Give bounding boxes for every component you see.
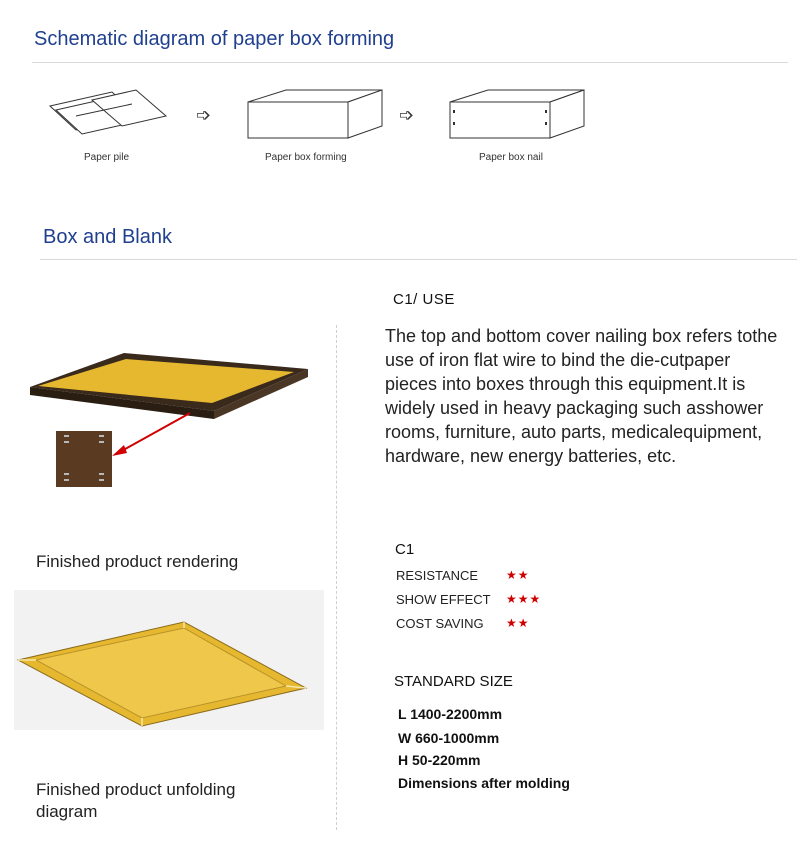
size-width: W 660-1000mm xyxy=(398,730,500,746)
standard-size-title: STANDARD SIZE xyxy=(394,673,513,690)
column-separator xyxy=(336,325,337,830)
use-description: The top and bottom cover nailing box refers tothe use of iron flat wire to bind the die-cutpaper pieces into boxes through this equipment.It is widely used in heavy packaging such asshower rooms, furniture, auto parts, medicalequipment, hardware, new energy batteries, etc. xyxy=(385,326,778,466)
section-title-forming: Schematic diagram of paper box forming xyxy=(34,28,395,50)
spec-label-resistance: RESISTANCE xyxy=(396,568,479,583)
rating-stars-resistance: ★★ xyxy=(506,568,530,582)
paper-box-forming-illustration xyxy=(244,88,384,140)
flow-arrow-icon: ➩ xyxy=(399,105,415,125)
finished-box-rendering-illustration xyxy=(28,345,318,495)
step-label-paper-box-nail: Paper box nail xyxy=(479,152,543,163)
use-heading: C1/ USE xyxy=(393,291,455,308)
unfolding-diagram-illustration xyxy=(14,600,314,730)
spec-label-cost-saving: COST SAVING xyxy=(396,616,484,631)
section-title-box-blank: Box and Blank xyxy=(43,226,172,248)
size-length: L 1400-2200mm xyxy=(398,706,503,722)
rating-stars-show-effect: ★★★ xyxy=(506,592,542,606)
spec-label-show-effect: SHOW EFFECT xyxy=(396,592,491,607)
step-label-paper-pile: Paper pile xyxy=(84,152,130,163)
step-label-paper-box-forming: Paper box forming xyxy=(265,152,347,163)
paper-box-nail-illustration xyxy=(446,88,586,140)
size-note: Dimensions after molding xyxy=(398,775,570,791)
divider xyxy=(40,259,797,260)
rating-stars-cost-saving: ★★ xyxy=(506,616,530,630)
divider xyxy=(32,62,788,63)
paper-pile-illustration xyxy=(42,86,172,141)
rendering-caption: Finished product rendering xyxy=(36,552,239,571)
size-height: H 50-220mm xyxy=(398,752,481,768)
unfolding-caption: Finished product unfolding diagram xyxy=(36,780,236,821)
spec-title: C1 xyxy=(395,541,415,558)
flow-arrow-icon: ➩ xyxy=(196,105,212,125)
